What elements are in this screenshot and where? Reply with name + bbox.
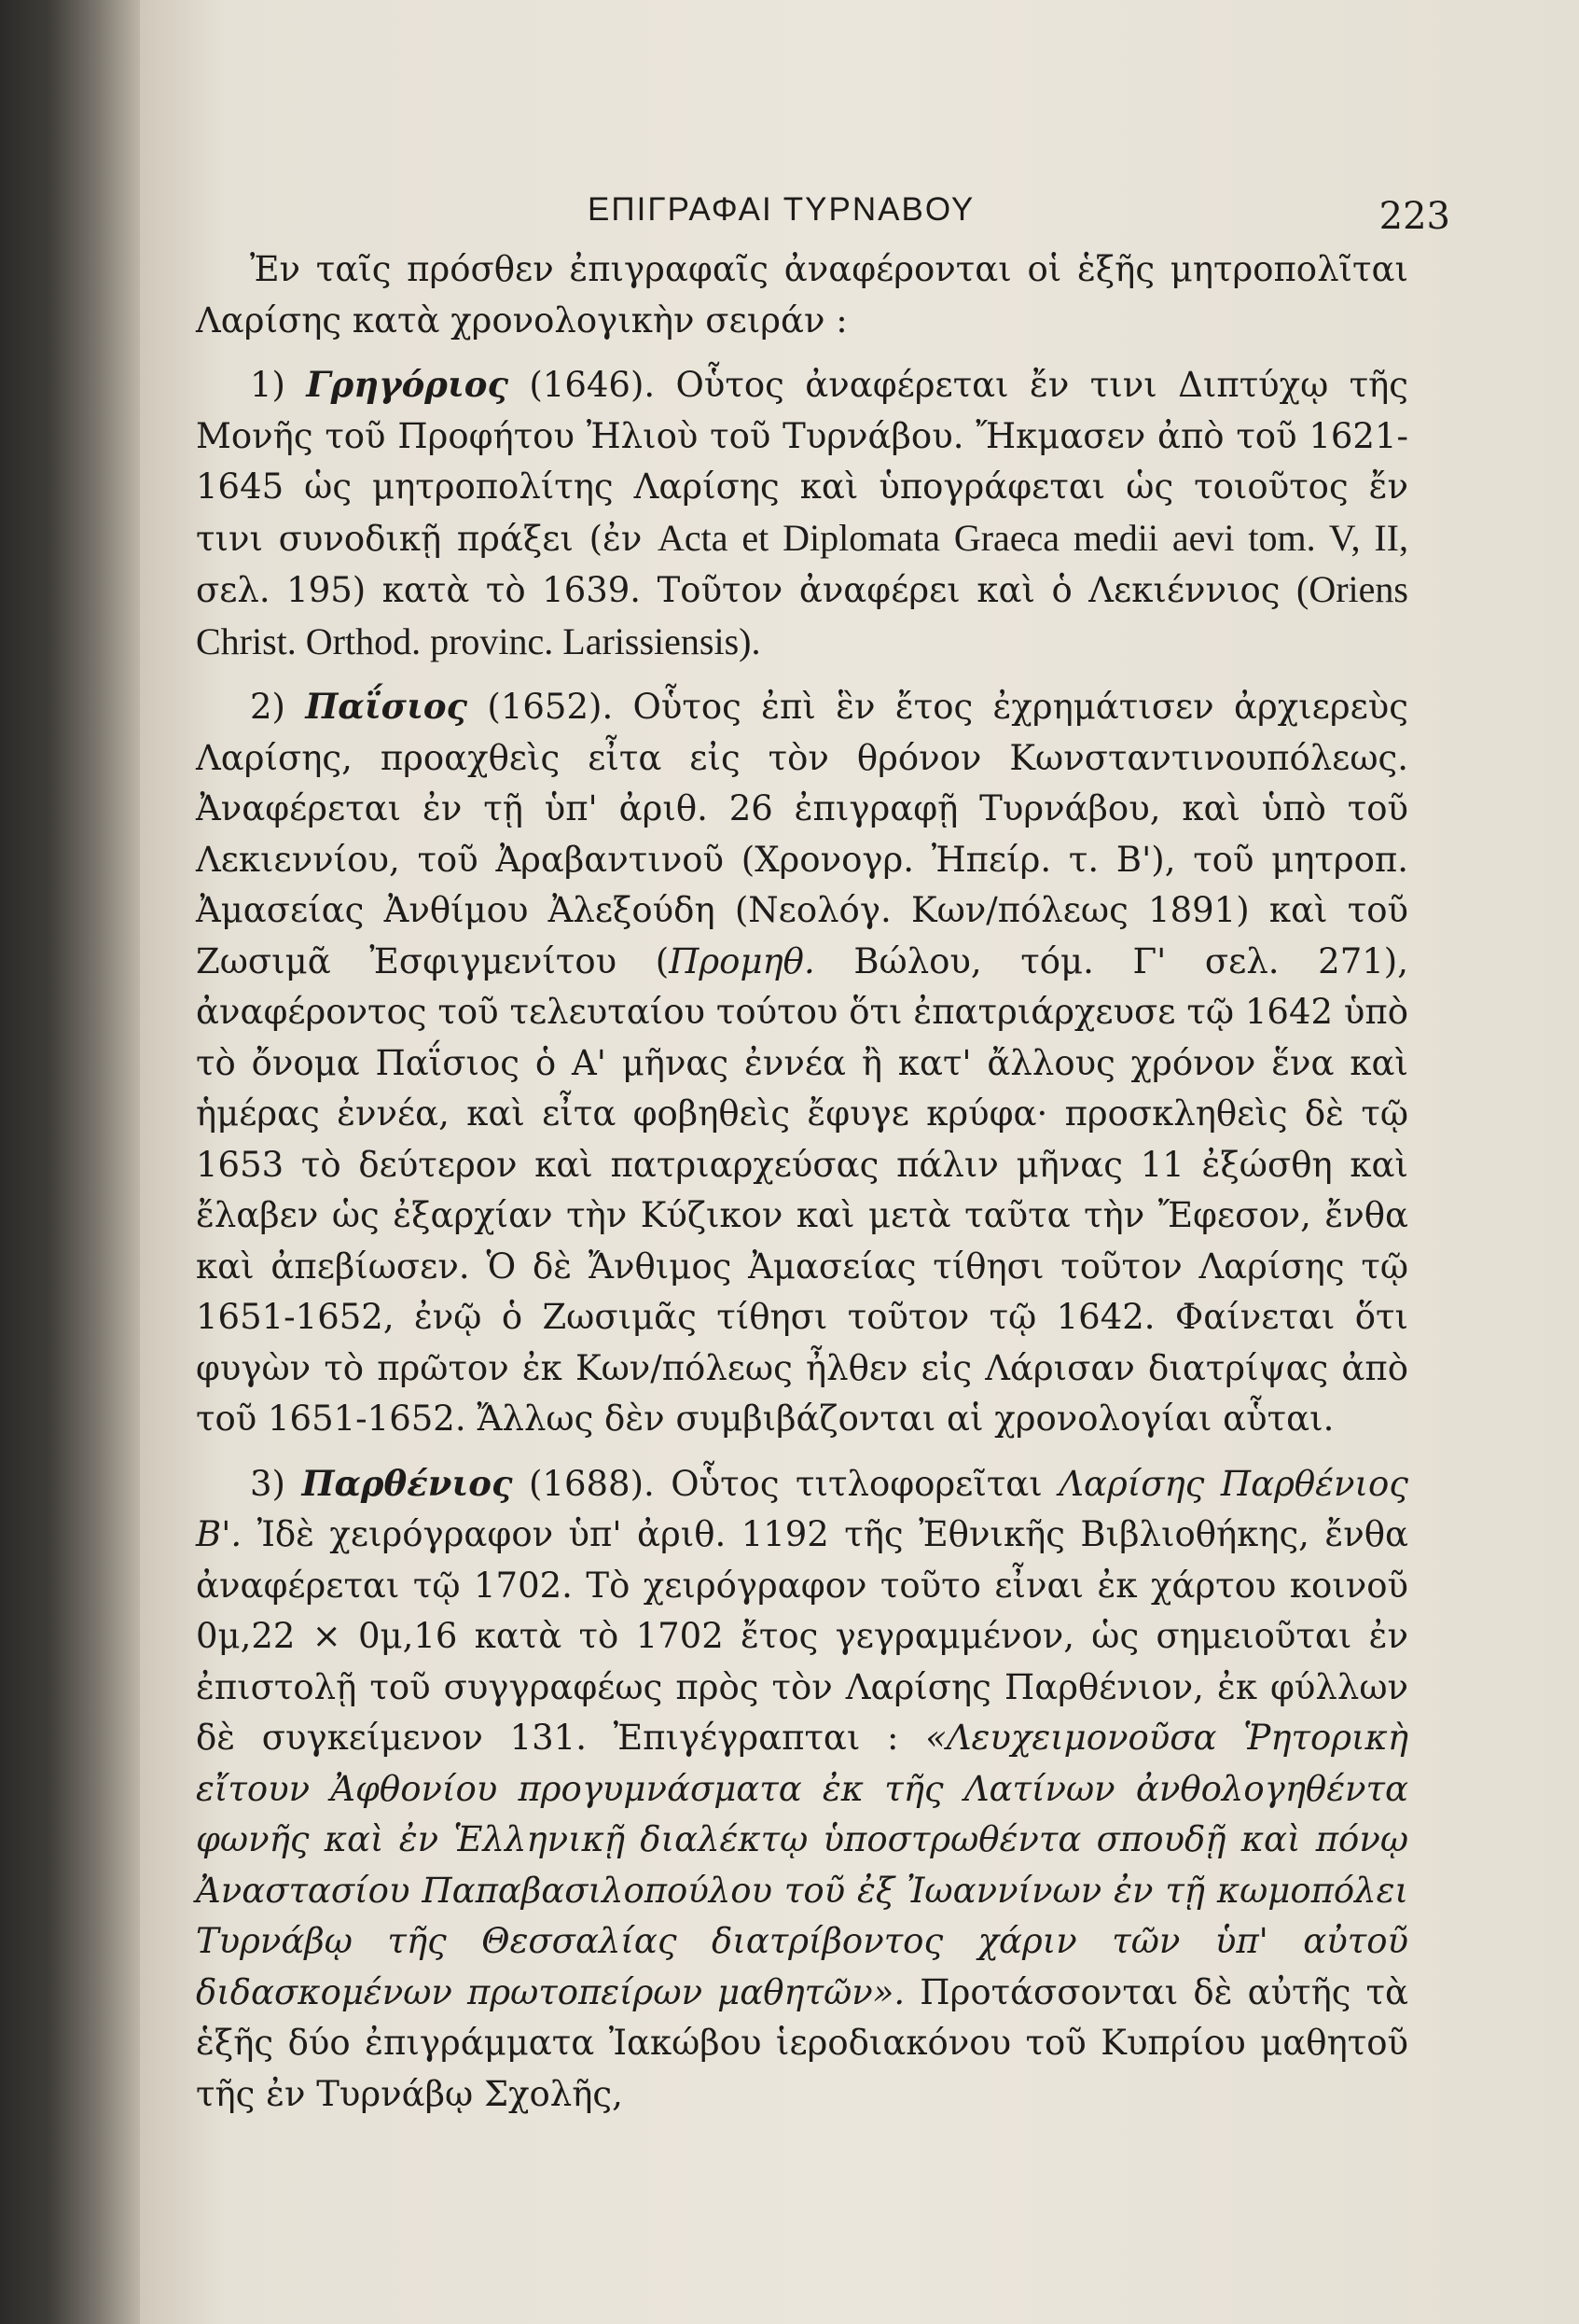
entry-name: Γρηγόριος [306, 364, 508, 405]
latin-citation: (Oriens Christ. Orthod. provinc. Larissiensis). [196, 568, 1408, 662]
entry-text: (1646). Οὗτος ἀναφέρεται ἔν τινι Διπτύχῳ τῆς Μονῆς τοῦ Προφήτου Ἠλιοὺ τοῦ Τυρνάβου. Ἤκμασεν ἀπὸ τοῦ 1621-1645 ὡς μητροπολίτης Λαρίσης καὶ ὑπογράφεται ὡς τοιοῦτος ἔν τινι συνοδικῇ πράξει (ἐν [196, 365, 1408, 559]
entry-text: Βώλου, τόμ. Γ' σελ. 271), ἀναφέροντος τοῦ τελευταίου τούτου ὅτι ἐπατριάρχευσε τῷ 1642 ὑπὸ τὸ ὄνομα Παΐσιος ὁ Α' μῆνας ἐννέα ἢ κατ' ἄλλους χρόνον ἕνα καὶ ἡμέρας ἐννέα, καὶ εἶτα φοβηθεὶς ἔφυγε κρύφα· προσκληθεὶς δὲ τῷ 1653 τὸ δεύτερον καὶ πατριαρχεύσας πάλιν μῆνας 11 ἐξώσθη καὶ ἔλαβεν ὡς ἐξαρχίαν τὴν Κύζικον καὶ μετὰ ταῦτα τὴν Ἔφεσον, ἔνθα καὶ ἀπεβίωσεν. Ὁ δὲ Ἄνθιμος Ἀμασείας τίθησι τοῦτον Λαρίσης τῷ 1651-1652, ἐνῷ ὁ Ζωσιμᾶς τίθησι τοῦτον τῷ 1642. Φαίνεται ὅτι φυγὼν τὸ πρῶτον ἐκ Κων/πόλεως ἦλθεν εἰς Λάρισαν διατρίψας ἀπὸ τοῦ 1651-1652. Ἄλλως δὲν συμβιβάζονται αἱ χρονολογίαι αὗται. [196, 940, 1408, 1439]
entry-text: (1688). Οὗτος τιτλοφορεῖται [528, 1463, 1043, 1504]
page-header [252, 191, 1450, 238]
entry-text: Ἰδὲ χειρόγραφον ὑπ' ἀριθ. 1192 τῆς Ἐθνικῆς Βιβλιοθήκης, ἔνθα ἀναφέρεται τῷ 1702. Τὸ χειρόγραφον τοῦτο εἶναι ἐκ χάρτου κοινοῦ 0μ,22 × 0μ,16 κατὰ τὸ 1702 ἔτος γεγραμμένον, ὡς σημειοῦται ἐν ἐπιστολῇ τοῦ συγγραφέως πρὸς τὸν Λαρίσης Παρθένιον, ἐκ φύλλων δὲ συγκείμενον 131. Ἐπιγέγραπται : [196, 1514, 1408, 1758]
page-body [196, 244, 1408, 2120]
running-title: ΕΠΙΓΡΑΦΑΙ ΤΥΡΝΑΒΟΥ [588, 191, 976, 228]
entry-number: 1) [250, 365, 285, 405]
entry-text: σελ. 195) κατὰ τὸ 1639. Τοῦτον ἀναφέρει καὶ ὁ Λεκιέννιος [196, 570, 1281, 610]
intro-paragraph: Ἐν ταῖς πρόσθεν ἐπιγραφαῖς ἀναφέρονται οἱ ἑξῆς μητροπολῖται Λαρίσης κατὰ χρονολογικὴν σειράν : [196, 249, 1408, 341]
page-number: 223 [1378, 195, 1450, 238]
book-spine-shadow [0, 0, 140, 2324]
entry-parthenios [196, 1458, 1408, 2121]
latin-citation: Acta et Diplomata Graeca medii aevi tom. V, II, [658, 516, 1408, 559]
italic-title: Λαρίσης Παρθένιος Β'. [196, 1463, 1409, 1554]
entry-number: 2) [250, 687, 285, 727]
entry-name: Παΐσιος [305, 686, 468, 727]
entry-text: Προτάσσονται δὲ αὐτῆς τὰ ἑξῆς δύο ἐπιγράμματα Ἰακώβου ἱεροδιακόνου τοῦ Κυπρίου μαθητοῦ τῆς ἐν Τυρνάβῳ Σχολῆς, [196, 1971, 1409, 2114]
entry-text: (1652). Οὗτος ἐπὶ ἓν ἔτος ἐχρημάτισεν ἀρχιερεὺς Λαρίσης, προαχθεὶς εἶτα εἰς τὸν θρόνον Κωνσταντινουπόλεως. Ἀναφέρεται ἐν τῇ ὑπ' ἀριθ. 26 ἐπιγραφῇ Τυρνάβου, καὶ ὑπὸ τοῦ Λεκιεννίου, τοῦ Ἀραβαντινοῦ (Χρονογρ. Ἠπείρ. τ. Β'), τοῦ μητροπ. Ἀμασείας Ἀνθίμου Ἀλεξούδη (Νεολόγ. Κων/πόλεως 1891) καὶ τοῦ Ζωσιμᾶ Ἐσφιγμενίτου ( [196, 687, 1408, 981]
entry-paisios [196, 681, 1408, 1445]
entry-gregorios [196, 359, 1408, 668]
manuscript-title: «Λευχειμονοῦσα Ῥητορικὴ εἴτουν Ἀφθονίου προγυμνάσματα ἐκ τῆς Λατίνων ἀνθολογηθέντα φωνῆς καὶ ἐν Ἑλληνικῇ διαλέκτῳ ὑποστρωθέντα σπουδῇ καὶ πόνῳ Ἀναστασίου Παπαβασιλοπούλου τοῦ ἐξ Ἰωαννίνων ἐν τῇ κωμοπόλει Τυρνάβῳ τῆς Θεσσαλίας διατρίβοντος χάριν τῶν ὑπ' αὐτοῦ διδασκομένων πρωτοπείρων μαθητῶν». [196, 1718, 1408, 2012]
entry-name: Παρθένιος [301, 1462, 513, 1504]
entry-number: 3) [250, 1463, 285, 1504]
italic-citation: Προμηθ. [669, 940, 815, 981]
